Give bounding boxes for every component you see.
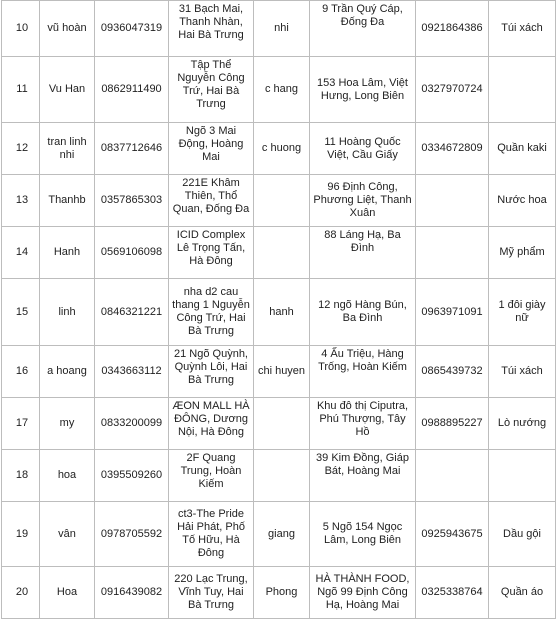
cell-stt: 17 bbox=[2, 398, 40, 450]
cell-stt: 14 bbox=[2, 227, 40, 279]
cell-product: Nước hoa bbox=[489, 175, 556, 227]
cell-address: ÆON MALL HÀ ĐÔNG, Dương Nội, Hà Đông bbox=[169, 398, 254, 450]
cell-ship-address: 5 Ngõ 154 Ngọc Lâm, Long Biên bbox=[310, 502, 416, 567]
cell-receiver: c huong bbox=[254, 123, 310, 175]
cell-phone: 0978705592 bbox=[95, 502, 169, 567]
cell-ship-address: 88 Láng Hạ, Ba Đình bbox=[310, 227, 416, 279]
cell-product: Dầu gội bbox=[489, 502, 556, 567]
cell-name: vũ hoàn bbox=[40, 1, 95, 57]
cell-receiver-phone: 0865439732 bbox=[416, 346, 489, 398]
cell-phone: 0936047319 bbox=[95, 1, 169, 57]
cell-name: Thanhb bbox=[40, 175, 95, 227]
cell-stt: 15 bbox=[2, 279, 40, 346]
cell-ship-address: 4 Ấu Triệu, Hàng Trống, Hoàn Kiếm bbox=[310, 346, 416, 398]
cell-address: 220 Lạc Trung, Vĩnh Tuy, Hai Bà Trưng bbox=[169, 567, 254, 619]
cell-phone: 0837712646 bbox=[95, 123, 169, 175]
cell-receiver-phone: 0921864386 bbox=[416, 1, 489, 57]
cell-receiver-phone: 0334672809 bbox=[416, 123, 489, 175]
table-row bbox=[2, 398, 556, 450]
table-row bbox=[2, 227, 556, 279]
cell-receiver: c hang bbox=[254, 57, 310, 123]
cell-phone: 0916439082 bbox=[95, 567, 169, 619]
cell-address: Ngõ 3 Mai Động, Hoàng Mai bbox=[169, 123, 254, 175]
cell-receiver-phone: 0327970724 bbox=[416, 57, 489, 123]
cell-product: Mỹ phẩm bbox=[489, 227, 556, 279]
cell-product bbox=[489, 57, 556, 123]
cell-ship-address: HÀ THÀNH FOOD, Ngõ 99 Định Công Hạ, Hoàng Mai bbox=[310, 567, 416, 619]
cell-phone: 0833200099 bbox=[95, 398, 169, 450]
cell-receiver-phone: 0988895227 bbox=[416, 398, 489, 450]
table-body bbox=[2, 1, 556, 619]
cell-name: Hoa bbox=[40, 567, 95, 619]
cell-product: 1 đôi giày nữ bbox=[489, 279, 556, 346]
cell-ship-address: 12 ngõ Hàng Bún, Ba Đình bbox=[310, 279, 416, 346]
cell-receiver bbox=[254, 175, 310, 227]
cell-name: a hoang bbox=[40, 346, 95, 398]
cell-address: ICID Complex Lê Trọng Tấn, Hà Đông bbox=[169, 227, 254, 279]
cell-receiver: hanh bbox=[254, 279, 310, 346]
table-row bbox=[2, 502, 556, 567]
cell-phone: 0569106098 bbox=[95, 227, 169, 279]
cell-address: 2F Quang Trung, Hoàn Kiếm bbox=[169, 450, 254, 502]
cell-receiver bbox=[254, 227, 310, 279]
cell-stt: 18 bbox=[2, 450, 40, 502]
cell-phone: 0357865303 bbox=[95, 175, 169, 227]
cell-ship-address: 153 Hoa Lâm, Việt Hưng, Long Biên bbox=[310, 57, 416, 123]
cell-stt: 12 bbox=[2, 123, 40, 175]
cell-ship-address: 11 Hoàng Quốc Việt, Cầu Giấy bbox=[310, 123, 416, 175]
cell-address: ct3-The Pride Hải Phát, Phố Tố Hữu, Hà Đông bbox=[169, 502, 254, 567]
cell-receiver: Phong bbox=[254, 567, 310, 619]
cell-name: linh bbox=[40, 279, 95, 346]
cell-address: nha d2 cau thang 1 Nguyễn Công Trứ, Hai Bà Trưng bbox=[169, 279, 254, 346]
cell-receiver bbox=[254, 398, 310, 450]
cell-stt: 16 bbox=[2, 346, 40, 398]
table-row bbox=[2, 279, 556, 346]
table-row bbox=[2, 346, 556, 398]
cell-stt: 13 bbox=[2, 175, 40, 227]
cell-name: tran linh nhi bbox=[40, 123, 95, 175]
cell-receiver-phone: 0963971091 bbox=[416, 279, 489, 346]
cell-receiver-phone: 0925943675 bbox=[416, 502, 489, 567]
cell-name: my bbox=[40, 398, 95, 450]
cell-name: hoa bbox=[40, 450, 95, 502]
cell-receiver-phone bbox=[416, 450, 489, 502]
cell-name: Vu Han bbox=[40, 57, 95, 123]
table-row bbox=[2, 123, 556, 175]
cell-stt: 11 bbox=[2, 57, 40, 123]
cell-ship-address: 96 Định Công, Phương Liệt, Thanh Xuân bbox=[310, 175, 416, 227]
cell-phone: 0395509260 bbox=[95, 450, 169, 502]
table-row bbox=[2, 567, 556, 619]
cell-product: Túi xách bbox=[489, 346, 556, 398]
cell-stt: 10 bbox=[2, 1, 40, 57]
cell-receiver-phone bbox=[416, 227, 489, 279]
cell-name: Hanh bbox=[40, 227, 95, 279]
cell-receiver: giang bbox=[254, 502, 310, 567]
table-row bbox=[2, 175, 556, 227]
table-row bbox=[2, 450, 556, 502]
orders-table bbox=[1, 0, 556, 619]
cell-receiver bbox=[254, 450, 310, 502]
cell-receiver-phone: 0325338764 bbox=[416, 567, 489, 619]
cell-receiver-phone bbox=[416, 175, 489, 227]
cell-stt: 19 bbox=[2, 502, 40, 567]
cell-phone: 0846321221 bbox=[95, 279, 169, 346]
cell-product: Quần áo bbox=[489, 567, 556, 619]
cell-phone: 0862911490 bbox=[95, 57, 169, 123]
cell-ship-address: 39 Kim Đồng, Giáp Bát, Hoàng Mai bbox=[310, 450, 416, 502]
cell-product: Túi xách bbox=[489, 1, 556, 57]
table-row bbox=[2, 57, 556, 123]
cell-receiver: nhi bbox=[254, 1, 310, 57]
cell-address: 31 Bạch Mai, Thanh Nhàn, Hai Bà Trưng bbox=[169, 1, 254, 57]
cell-product: Lò nướng bbox=[489, 398, 556, 450]
cell-address: Tập Thể Nguyễn Công Trứ, Hai Bà Trưng bbox=[169, 57, 254, 123]
table-row bbox=[2, 1, 556, 57]
cell-name: vân bbox=[40, 502, 95, 567]
cell-product: Quần kaki bbox=[489, 123, 556, 175]
cell-address: 21 Ngõ Quỳnh, Quỳnh Lôi, Hai Bà Trưng bbox=[169, 346, 254, 398]
cell-address: 221E Khâm Thiên, Thổ Quan, Đống Đa bbox=[169, 175, 254, 227]
cell-stt: 20 bbox=[2, 567, 40, 619]
cell-ship-address: Khu đô thị Ciputra, Phú Thượng, Tây Hồ bbox=[310, 398, 416, 450]
cell-receiver: chi huyen bbox=[254, 346, 310, 398]
cell-product bbox=[489, 450, 556, 502]
cell-phone: 0343663112 bbox=[95, 346, 169, 398]
cell-ship-address: 9 Trần Quý Cáp, Đống Đa bbox=[310, 1, 416, 57]
